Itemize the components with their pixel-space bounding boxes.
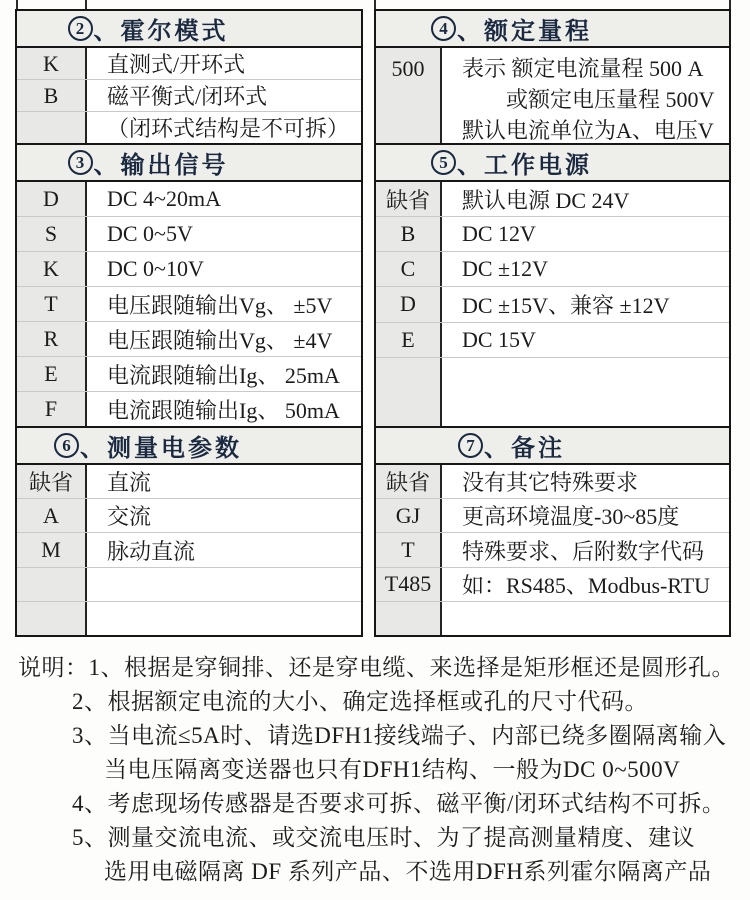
table-hall-mode xyxy=(15,9,363,145)
desc-cell: DC 0~10V xyxy=(107,256,204,281)
title-text: 测量电参数 xyxy=(107,436,242,462)
code-cell xyxy=(17,602,87,635)
circled-number-icon: 6 xyxy=(54,433,79,458)
table-remarks xyxy=(374,426,731,637)
note-line-3-cont: 当电压隔离变送器也只有DFH1结构、一般为DC 0~500V xyxy=(104,757,681,782)
code-cell: B xyxy=(17,80,87,111)
table-row xyxy=(376,323,729,358)
desc-cell: （闭环式结构是不可拆） xyxy=(107,116,350,141)
table-row xyxy=(17,252,361,287)
table-border-tick xyxy=(729,0,731,9)
desc-cell: DC 4~20mA xyxy=(107,186,221,211)
note-line-4: 4、考虑现场传感器是否要求可拆、磁平衡/闭环式结构不可拆。 xyxy=(72,791,726,816)
table-row xyxy=(376,217,729,252)
table-row xyxy=(17,392,361,426)
table-rated-range-title xyxy=(376,11,729,48)
desc-cell: DC 15V xyxy=(462,326,536,352)
title-text: 额定量程 xyxy=(484,19,592,45)
desc-cell xyxy=(442,48,729,143)
title-separator: 、 xyxy=(484,436,511,462)
code-cell: B xyxy=(376,217,442,251)
table-border-tick xyxy=(85,0,87,9)
table-working-power-title xyxy=(376,145,729,182)
desc-cell: 直测式/开环式 xyxy=(107,52,246,77)
table-remarks-title xyxy=(376,428,729,465)
table-row xyxy=(17,533,361,567)
right-table-column xyxy=(374,9,731,637)
desc-cell: 没有其它特殊要求 xyxy=(462,470,639,496)
table-row xyxy=(17,499,361,533)
table-row xyxy=(17,322,361,357)
table-row xyxy=(17,217,361,252)
desc-cell: DC 0~5V xyxy=(107,221,193,246)
table-hall-mode-title xyxy=(17,11,361,48)
table-row xyxy=(376,358,729,426)
code-cell: K xyxy=(17,48,87,79)
table-row xyxy=(17,182,361,217)
title-text: 输出信号 xyxy=(120,153,229,179)
title-separator: 、 xyxy=(457,19,484,45)
desc-cell xyxy=(87,568,361,601)
code-cell xyxy=(376,358,442,426)
desc-cell: 直流 xyxy=(107,470,152,496)
table-rated-range xyxy=(374,9,731,145)
desc-cell: DC ±12V xyxy=(462,256,549,282)
table-row xyxy=(17,48,361,80)
code-cell: R xyxy=(17,322,87,356)
table-row xyxy=(376,568,729,602)
code-cell: E xyxy=(376,323,442,357)
code-cell: F xyxy=(17,392,87,426)
table-row xyxy=(17,80,361,112)
table-row xyxy=(376,602,729,635)
code-cell: E xyxy=(17,357,87,391)
note-line-5-cont: 选用电磁隔离 DF 系列产品、不选用DFH系列霍尔隔离产品 xyxy=(104,859,712,884)
note-text: 1、根据是穿铜排、还是穿电缆、来选择是矩形框还是圆形孔。 xyxy=(88,655,735,680)
code-cell: T485 xyxy=(376,568,442,601)
table-row xyxy=(17,602,361,635)
desc-cell: DC 12V xyxy=(462,221,536,247)
table-row xyxy=(376,48,729,143)
code-cell: 缺省 xyxy=(376,465,442,498)
range-line: 表示 额定电流量程 500 A xyxy=(462,56,704,81)
range-line: 或额定电压量程 500V xyxy=(506,87,715,112)
code-cell: 500 xyxy=(376,48,442,143)
desc-cell: 默认电源 DC 24V xyxy=(462,187,630,213)
table-row xyxy=(17,568,361,602)
desc-cell: 更高环境温度-30~85度 xyxy=(462,504,680,530)
code-cell: C xyxy=(376,252,442,286)
code-cell xyxy=(17,568,87,601)
code-cell: T xyxy=(17,287,87,321)
note-line-2: 2、根据额定电流的大小、确定选择框或孔的尺寸代码。 xyxy=(72,689,648,714)
desc-cell xyxy=(442,358,729,426)
desc-cell: DC ±15V、兼容 ±12V xyxy=(462,292,670,318)
table-row xyxy=(376,287,729,322)
circled-number-icon: 4 xyxy=(431,16,456,41)
table-row xyxy=(376,499,729,533)
code-cell: K xyxy=(17,252,87,286)
circled-number-icon: 5 xyxy=(431,150,456,175)
desc-cell xyxy=(87,602,361,635)
desc-cell: 脉动直流 xyxy=(107,538,196,564)
title-text: 工作电源 xyxy=(484,153,592,179)
title-separator: 、 xyxy=(93,153,121,179)
table-row xyxy=(17,465,361,499)
desc-cell: 电流跟随输出Ig、 25mA xyxy=(107,362,340,388)
code-cell: A xyxy=(17,499,87,532)
title-separator: 、 xyxy=(93,19,121,45)
table-border-tick xyxy=(16,0,18,9)
title-separator: 、 xyxy=(457,153,484,179)
table-working-power xyxy=(374,143,731,428)
note-line-1 xyxy=(18,651,742,685)
table-row xyxy=(376,182,729,217)
code-cell: S xyxy=(17,217,87,251)
notes-section xyxy=(18,651,742,889)
desc-cell: 电压跟随输出Vg、 ±5V xyxy=(107,292,333,318)
table-row xyxy=(17,287,361,322)
code-cell: GJ xyxy=(376,499,442,532)
code-cell: 缺省 xyxy=(376,182,442,216)
table-row xyxy=(17,112,361,143)
title-text: 备注 xyxy=(511,436,565,462)
cutoff-table-row xyxy=(0,0,750,9)
notes-label: 说明： xyxy=(18,655,89,680)
table-measure-param-title xyxy=(17,428,361,465)
circled-number-icon: 3 xyxy=(68,150,93,175)
desc-cell: 电压跟随输出Vg、 ±4V xyxy=(107,327,333,353)
code-cell: 缺省 xyxy=(17,465,87,498)
table-measure-param xyxy=(15,426,363,637)
desc-cell: 特殊要求、后附数字代码 xyxy=(462,538,705,564)
table-output-signal-title xyxy=(17,145,361,182)
code-cell: D xyxy=(376,287,442,321)
note-line-3: 3、当电流≤5A时、请选DFH1接线端子、内部已绕多圈隔离输入 xyxy=(72,723,727,748)
table-border-tick xyxy=(374,0,376,9)
range-line: 默认电流单位为A、电压V xyxy=(462,118,714,143)
code-cell xyxy=(376,602,442,635)
table-row xyxy=(376,465,729,499)
desc-cell xyxy=(442,602,729,635)
table-output-signal xyxy=(15,143,363,428)
code-cell: D xyxy=(17,182,87,216)
code-cell: M xyxy=(17,533,87,566)
table-row xyxy=(376,533,729,567)
title-separator: 、 xyxy=(80,436,107,462)
circled-number-icon: 2 xyxy=(68,16,93,41)
code-cell: T xyxy=(376,533,442,566)
table-row xyxy=(17,357,361,392)
code-cell xyxy=(17,112,87,143)
note-line-5: 5、测量交流电流、或交流电压时、为了提高测量精度、建议 xyxy=(72,825,695,850)
table-row xyxy=(376,252,729,287)
title-text: 霍尔模式 xyxy=(120,19,229,45)
circled-number-icon: 7 xyxy=(458,433,483,458)
desc-cell: 交流 xyxy=(107,504,152,530)
left-table-column xyxy=(15,9,363,637)
desc-cell: 磁平衡式/闭环式 xyxy=(107,84,268,109)
desc-cell: 如：RS485、Modbus-RTU xyxy=(462,572,711,598)
desc-cell: 电流跟随输出Ig、 50mA xyxy=(107,397,340,423)
